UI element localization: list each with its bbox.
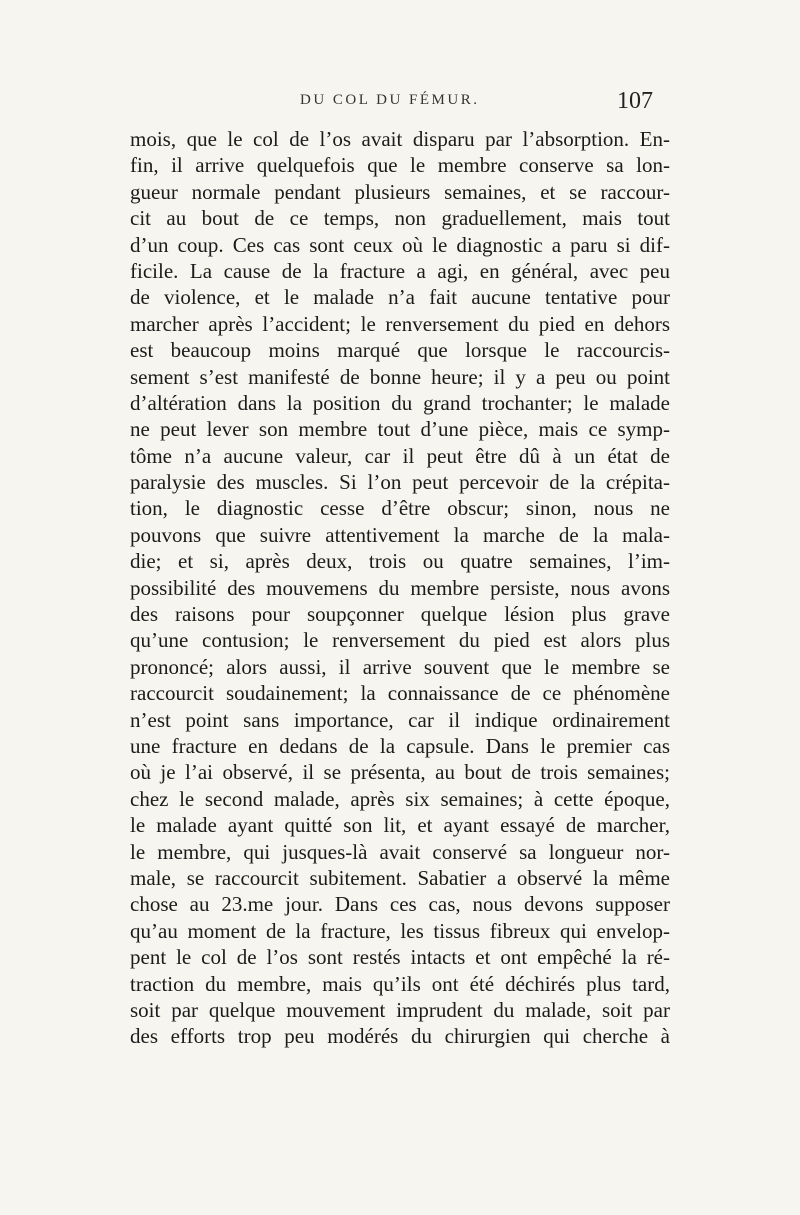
text-line: n’est point sans importance, car il indique ordinairement xyxy=(130,707,670,732)
text-line: fin, il arrive quelquefois que le membre conserve sa lon- xyxy=(130,153,670,178)
running-head xyxy=(0,88,800,122)
body-text xyxy=(130,126,670,1050)
text-line: ficile. La cause de la fracture a agi, en général, avec peu xyxy=(130,258,670,283)
text-line: le malade ayant quitté son lit, et ayant essayé de marcher, xyxy=(130,813,670,838)
text-line: prononcé; alors aussi, il arrive souvent que le membre se xyxy=(130,654,670,679)
text-line: marcher après l’accident; le renversement du pied en dehors xyxy=(130,311,670,336)
text-line: des efforts trop peu modérés du chirurgien qui cherche à xyxy=(130,1024,670,1049)
text-line: die; et si, après deux, trois ou quatre semaines, l’im- xyxy=(130,549,670,574)
text-line: mois, que le col de l’os avait disparu par l’absorption. En- xyxy=(130,127,670,151)
text-line: pouvons que suivre attentivement la marche de la mala- xyxy=(130,522,670,547)
text-line: chose au 23.me jour. Dans ces cas, nous devons supposer xyxy=(130,892,670,917)
text-line: chez le second malade, après six semaines; à cette époque, xyxy=(130,786,670,811)
text-line: où je l’ai observé, il se présenta, au bout de trois semaines; xyxy=(130,760,670,785)
text-line: pent le col de l’os sont restés intacts et ont empêché la ré- xyxy=(130,945,670,970)
text-line: qu’au moment de la fracture, les tissus fibreux qui envelop- xyxy=(130,918,670,943)
page-number: 107 xyxy=(617,88,653,114)
text-line: soit par quelque mouvement imprudent du malade, soit par xyxy=(130,997,670,1022)
text-line: une fracture en dedans de la capsule. Dans le premier cas xyxy=(130,733,670,758)
text-line: sement s’est manifesté de bonne heure; il y a peu ou point xyxy=(130,364,670,389)
text-line: paralysie des muscles. Si l’on peut percevoir de la crépita- xyxy=(130,470,670,495)
text-line: le membre, qui jusques-là avait conservé sa longueur nor- xyxy=(130,839,670,864)
text-line: male, se raccourcit subitement. Sabatier a observé la même xyxy=(130,865,670,890)
text-line: traction du membre, mais qu’ils ont été déchirés plus tard, xyxy=(130,971,670,996)
text-line: tion, le diagnostic cesse d’être obscur; sinon, nous ne xyxy=(130,496,670,521)
text-line: d’un coup. Ces cas sont ceux où le diagnostic a paru si dif- xyxy=(130,232,670,257)
text-line: cit au bout de ce temps, non graduellement, mais tout xyxy=(130,206,670,231)
text-line: de violence, et le malade n’a fait aucune tentative pour xyxy=(130,285,670,310)
running-title: DU COL DU FÉMUR. xyxy=(300,92,480,108)
text-line: tôme n’a aucune valeur, car il peut être dû à un état de xyxy=(130,443,670,468)
text-line: ne peut lever son membre tout d’une pièce, mais ce symp- xyxy=(130,417,670,442)
text-line: des raisons pour soupçonner quelque lésion plus grave xyxy=(130,602,670,627)
text-line: possibilité des mouvemens du membre persiste, nous avons xyxy=(130,575,670,600)
text-line: qu’une contusion; le renversement du pied est alors plus xyxy=(130,628,670,653)
text-line: raccourcit soudainement; la connaissance de ce phénomène xyxy=(130,681,670,706)
text-line: est beaucoup moins marqué que lorsque le raccourcis- xyxy=(130,338,670,363)
text-line: gueur normale pendant plusieurs semaines, et se raccour- xyxy=(130,179,670,204)
text-line: d’altération dans la position du grand trochanter; le malade xyxy=(130,390,670,415)
